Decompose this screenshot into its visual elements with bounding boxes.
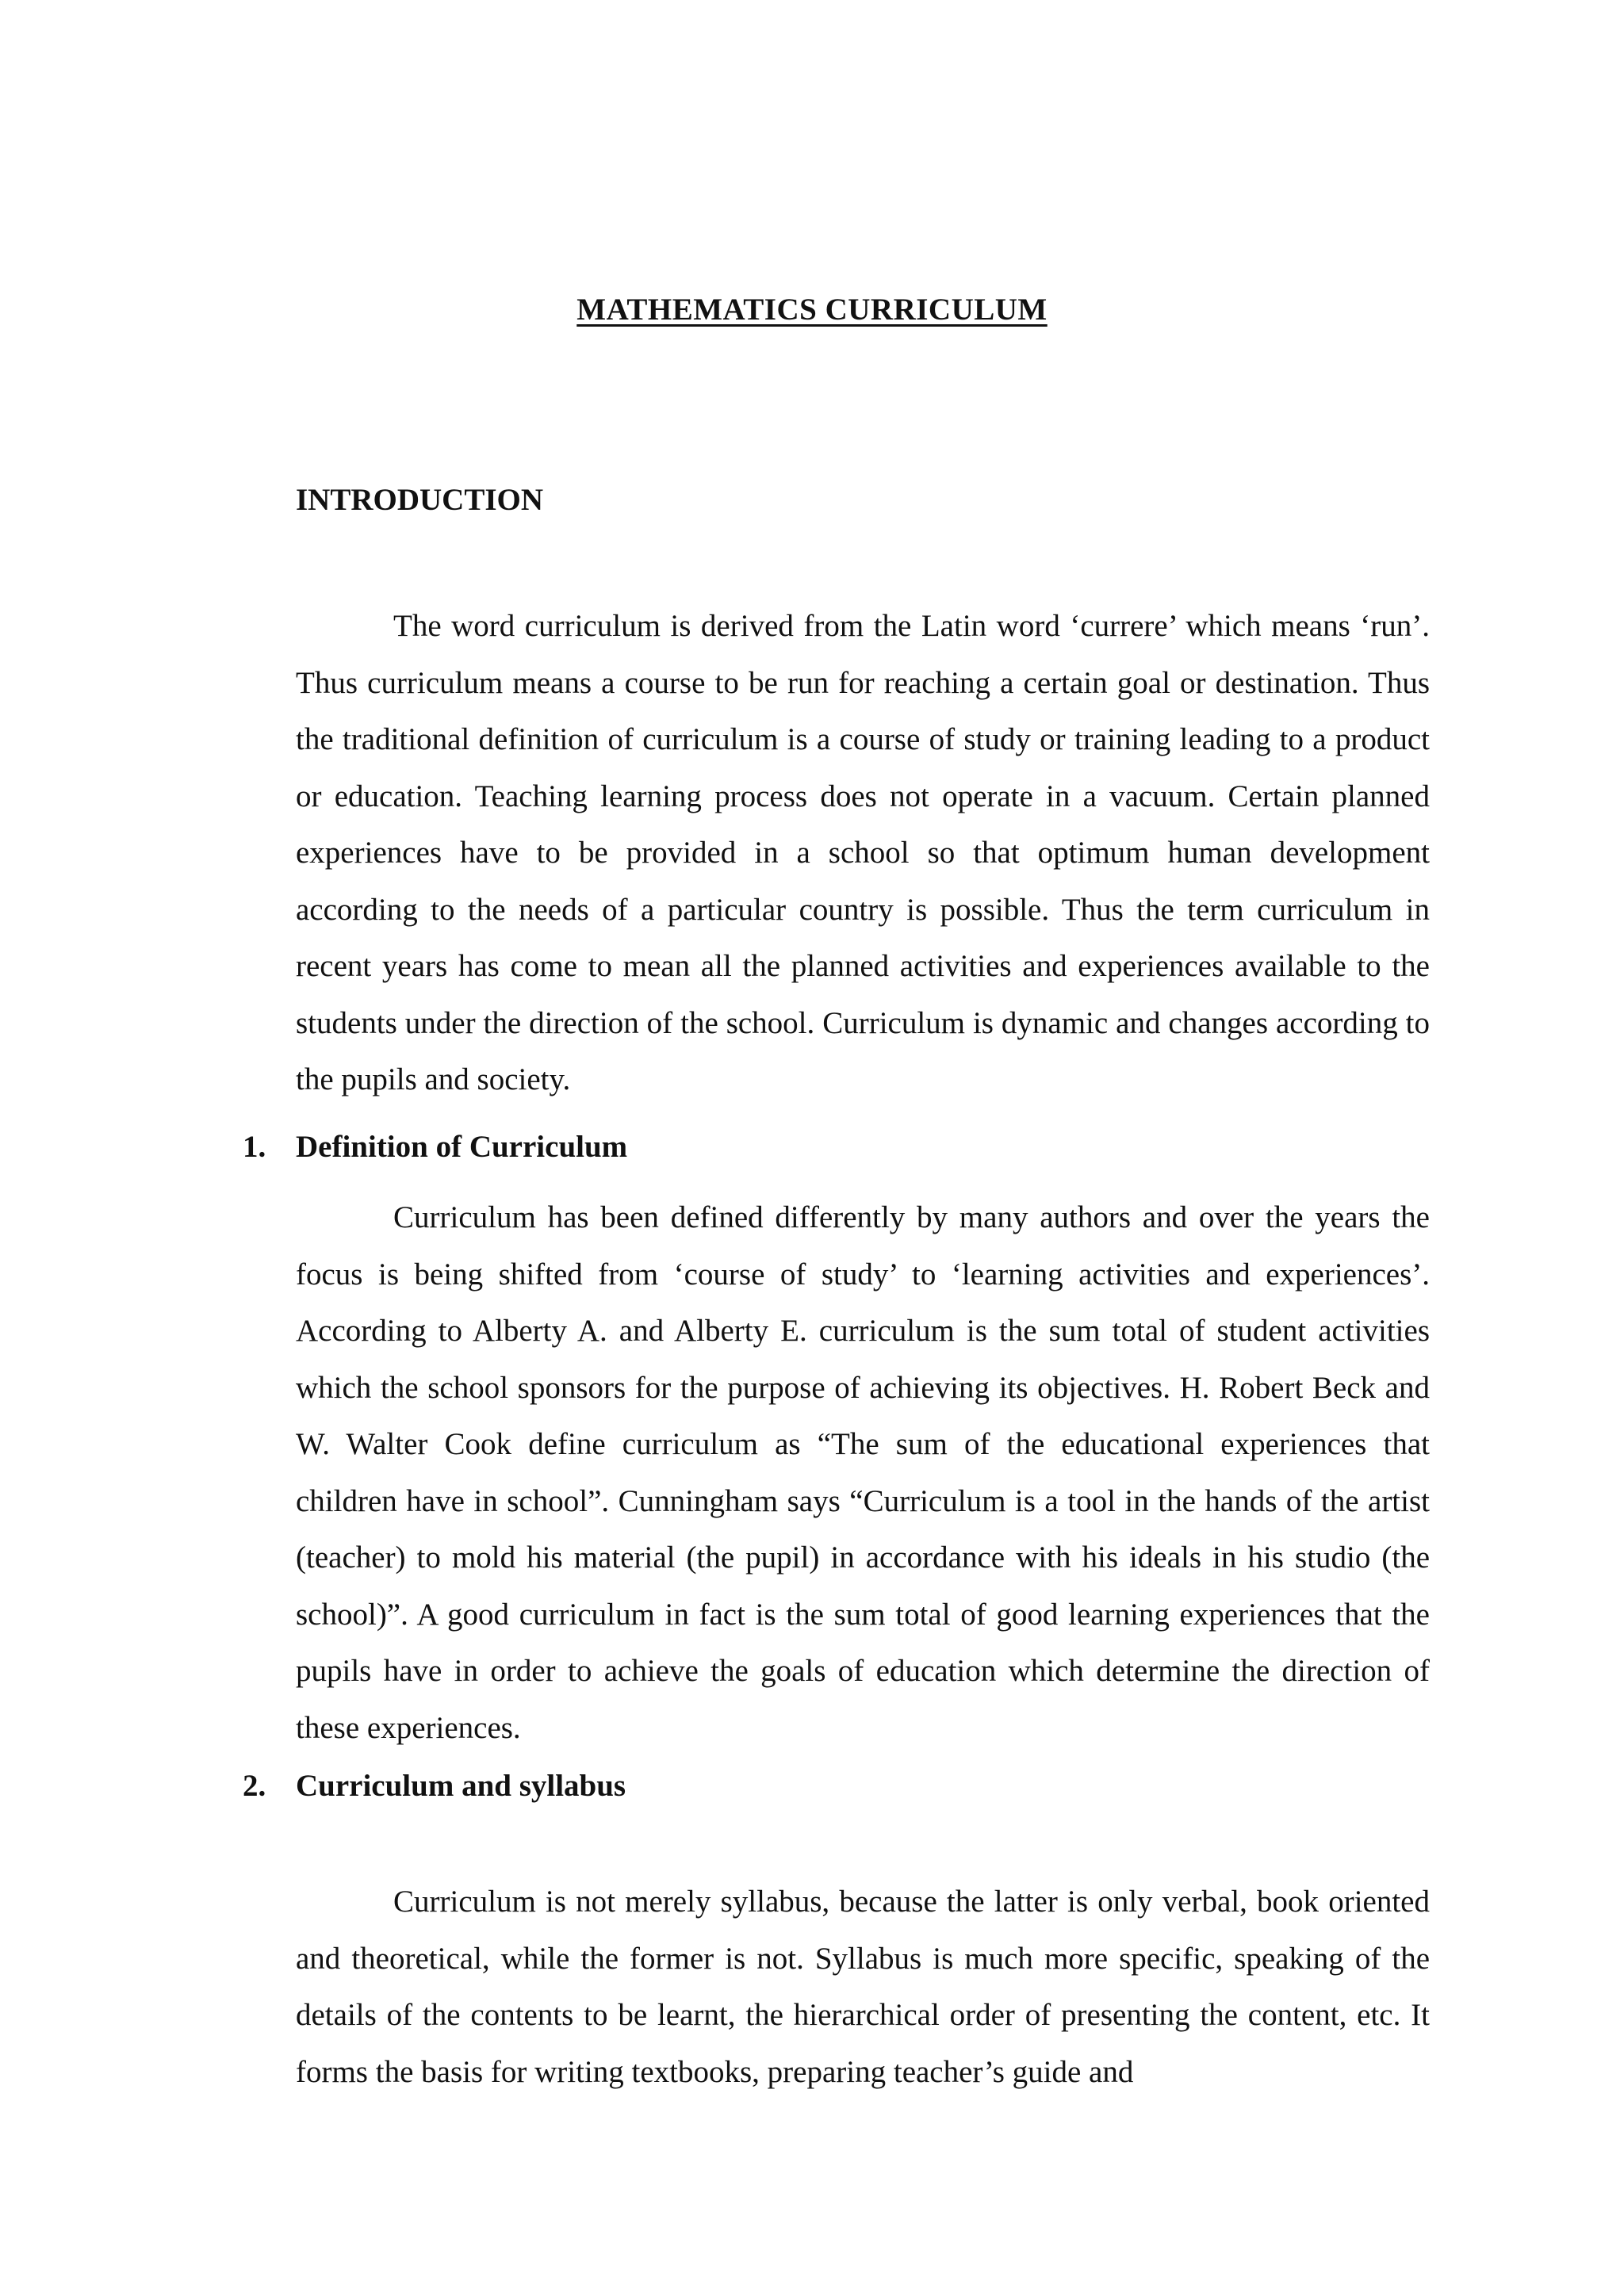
page-title: MATHEMATICS CURRICULUM (576, 293, 1048, 327)
definition-paragraph: Curriculum has been defined differently by many authors and over the years the focus is being shifted from ‘course of study’ to ‘learning activities and experiences’. According to Alberty A. and Alberty E. curriculum is the sum total of student activities which the school sponsors for the purpose of achieving its objectives. H. Robert Beck and W. Walter Cook define curriculum as “The sum of the educational experiences that children have in school”. Cunningham says “Curriculum is a tool in the hands of the artist (teacher) to mold his material (the pupil) in accordance with his ideals in his studio (the school)”. A good curriculum in fact is the sum total of good learning experiences that the pupils have in order to achieve the goals of education which determine the direction of these experiences. (296, 1200, 1430, 1745)
introduction-heading: INTRODUCTION (296, 483, 544, 517)
section-heading-definition (243, 1129, 627, 1165)
section-title: Curriculum and syllabus (296, 1769, 626, 1803)
section-number: 2. (243, 1769, 266, 1803)
syllabus-paragraph: Curriculum is not merely syllabus, because the latter is only verbal, book oriented and theoretical, while the former is not. Syllabus is much more specific, speaking of the details of the contents to be learnt, the hierarchical order of presenting the content, etc. It forms the basis for writing textbooks, preparing teacher’s guide and (296, 1885, 1430, 2089)
section-number: 1. (243, 1130, 266, 1164)
section-title: Definition of Curriculum (296, 1130, 628, 1164)
section-heading-syllabus (243, 1768, 626, 1804)
introduction-paragraph: The word curriculum is derived from the Latin word ‘currere’ which means ‘run’. Thus curriculum means a course to be run for reaching a certain goal or destination. Thus the traditional definition of curriculum is a course of study or training leading to a product or education. Teaching learning process does not operate in a vacuum. Certain planned experiences have to be provided in a school so that optimum human development according to the needs of a particular country is possible. Thus the term curriculum in recent years has come to mean all the planned activities and experiences available to the students under the direction of the school. Curriculum is dynamic and changes according to the pupils and society. (296, 609, 1430, 1096)
